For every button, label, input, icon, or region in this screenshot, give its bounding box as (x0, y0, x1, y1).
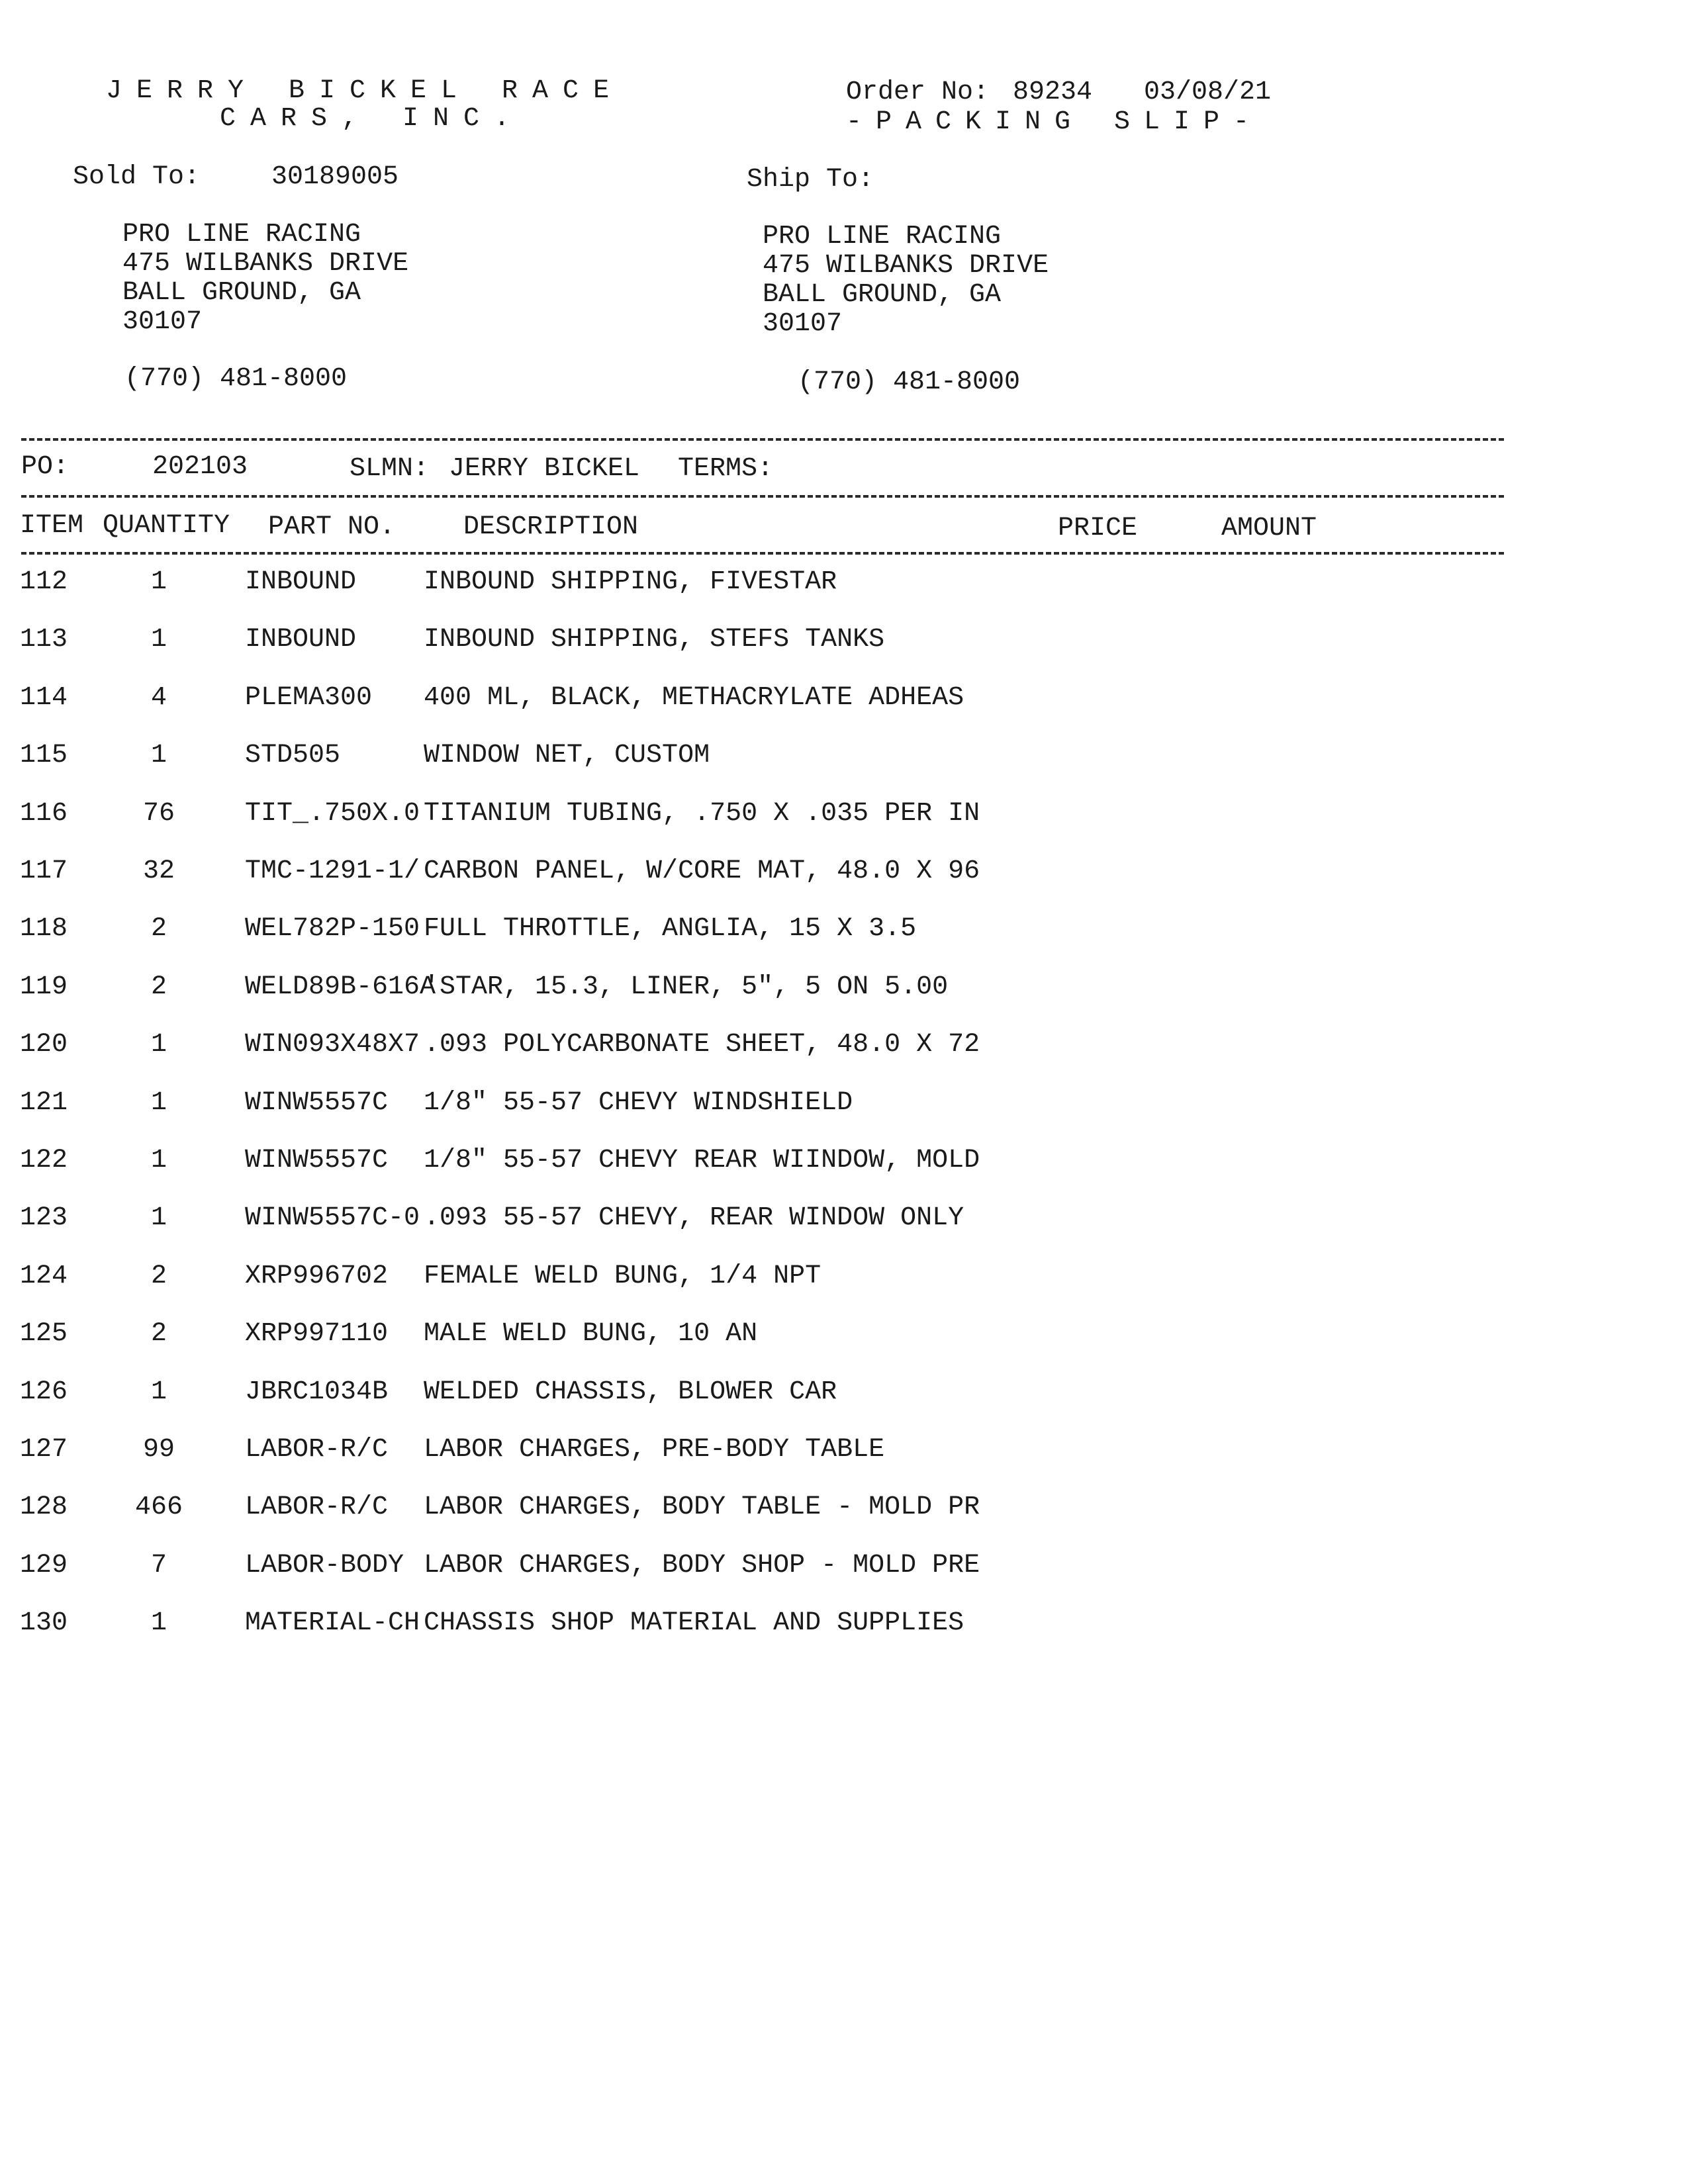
column-header-price: PRICE (1058, 514, 1138, 543)
item-description: FULL THROTTLE, ANGLIA, 15 X 3.5 (424, 914, 917, 944)
item-part-number: INBOUND (245, 625, 357, 655)
item-part-number: STD505 (245, 741, 341, 770)
item-part-number: MATERIAL-CH (245, 1608, 420, 1638)
item-part-number: LABOR-BODY (245, 1551, 404, 1580)
item-part-number: XRP997110 (245, 1319, 389, 1349)
line-item-row (0, 685, 1523, 717)
item-part-number: INBOUND (245, 567, 357, 597)
item-number: 115 (20, 741, 68, 770)
order-date: 03/08/21 (1144, 77, 1272, 107)
ship-to-zip: 30107 (763, 309, 843, 339)
divider-header (21, 552, 1504, 555)
item-number: 114 (20, 683, 68, 713)
ship-to-name: PRO LINE RACING (763, 222, 1002, 251)
line-item-row (0, 1379, 1523, 1411)
sold-to-phone: (770) 481-8000 (124, 364, 348, 394)
item-quantity: 7 (150, 1551, 167, 1580)
item-description: MALE WELD BUNG, 10 AN (424, 1319, 758, 1349)
item-quantity: 32 (142, 856, 175, 886)
item-part-number: WINW5557C (245, 1088, 389, 1118)
item-quantity: 1 (150, 1088, 167, 1118)
item-quantity: 76 (142, 799, 175, 829)
item-description: .093 55-57 CHEVY, REAR WINDOW ONLY (424, 1203, 964, 1233)
item-number: 116 (20, 799, 68, 829)
po-label: PO: (21, 452, 70, 482)
sold-to-street: 475 WILBANKS DRIVE (122, 249, 409, 279)
sold-to-account: 30189005 (271, 162, 399, 192)
line-item-row (0, 1090, 1523, 1122)
column-header-amount: AMOUNT (1221, 514, 1317, 543)
line-item-row (0, 974, 1523, 1006)
divider-top (21, 438, 1504, 441)
company-name-line2: CARS, INC. (220, 104, 525, 134)
item-quantity: 1 (150, 1377, 167, 1407)
item-number: 127 (20, 1435, 68, 1465)
item-quantity: 1 (150, 1608, 167, 1638)
item-quantity: 2 (150, 1319, 167, 1349)
po-number: 202103 (152, 452, 248, 482)
item-description: CHASSIS SHOP MATERIAL AND SUPPLIES (424, 1608, 964, 1638)
salesman-name: JERRY BICKEL (449, 454, 640, 484)
ship-to-street: 475 WILBANKS DRIVE (763, 251, 1049, 281)
order-number: 89234 (1013, 77, 1093, 107)
item-part-number: WIN093X48X7 (245, 1030, 420, 1060)
item-part-number: WINW5557C-0 (245, 1203, 420, 1233)
item-number: 126 (20, 1377, 68, 1407)
line-item-row (0, 801, 1523, 833)
item-quantity: 4 (150, 683, 167, 713)
line-item-row (0, 1205, 1523, 1237)
item-description: TITANIUM TUBING, .750 X .035 PER IN (424, 799, 980, 829)
item-number: 120 (20, 1030, 68, 1060)
item-number: 122 (20, 1146, 68, 1175)
line-item-row (0, 858, 1523, 890)
sold-to-zip: 30107 (122, 307, 203, 337)
item-quantity: 1 (150, 741, 167, 770)
item-description: INBOUND SHIPPING, FIVESTAR (424, 567, 837, 597)
item-description: 1/8" 55-57 CHEVY REAR WIINDOW, MOLD (424, 1146, 980, 1175)
column-header-part-no: PART NO. (268, 512, 396, 542)
item-number: 123 (20, 1203, 68, 1233)
order-number-label: Order No: (846, 77, 990, 107)
item-part-number: XRP996702 (245, 1261, 389, 1291)
document-type: -PACKING SLIP- (846, 107, 1264, 137)
item-number: 130 (20, 1608, 68, 1638)
item-number: 129 (20, 1551, 68, 1580)
item-quantity: 2 (150, 972, 167, 1002)
item-quantity: 1 (150, 1146, 167, 1175)
item-description: .093 POLYCARBONATE SHEET, 48.0 X 72 (424, 1030, 980, 1060)
item-number: 113 (20, 625, 68, 655)
item-quantity: 1 (150, 567, 167, 597)
item-number: 118 (20, 914, 68, 944)
item-description: LABOR CHARGES, BODY TABLE - MOLD PR (424, 1492, 980, 1522)
item-quantity: 99 (142, 1435, 175, 1465)
item-description: INBOUND SHIPPING, STEFS TANKS (424, 625, 885, 655)
sold-to-city-state: BALL GROUND, GA (122, 278, 361, 308)
line-item-row (0, 1032, 1523, 1064)
sold-to-label: Sold To: (73, 162, 201, 192)
item-description: CARBON PANEL, W/CORE MAT, 48.0 X 96 (424, 856, 980, 886)
item-quantity: 1 (150, 1203, 167, 1233)
item-description: WELDED CHASSIS, BLOWER CAR (424, 1377, 837, 1407)
company-name-line1: JERRY BICKEL RACE (106, 76, 624, 106)
item-number: 124 (20, 1261, 68, 1291)
column-header-description: DESCRIPTION (463, 512, 639, 542)
column-header-item: ITEM (20, 511, 84, 541)
terms-label: TERMS: (678, 454, 774, 484)
item-number: 119 (20, 972, 68, 1002)
sold-to-name: PRO LINE RACING (122, 220, 361, 250)
ship-to-city-state: BALL GROUND, GA (763, 280, 1002, 310)
item-quantity: 2 (150, 1261, 167, 1291)
item-description: WINDOW NET, CUSTOM (424, 741, 710, 770)
item-description: 'STAR, 15.3, LINER, 5", 5 ON 5.00 (424, 972, 949, 1002)
item-number: 125 (20, 1319, 68, 1349)
line-item-row (0, 743, 1523, 774)
item-number: 112 (20, 567, 68, 597)
item-part-number: LABOR-R/C (245, 1435, 389, 1465)
item-description: LABOR CHARGES, PRE-BODY TABLE (424, 1435, 885, 1465)
item-part-number: TIT_.750X.0 (245, 799, 420, 829)
item-description: LABOR CHARGES, BODY SHOP - MOLD PRE (424, 1551, 980, 1580)
item-description: FEMALE WELD BUNG, 1/4 NPT (424, 1261, 821, 1291)
item-quantity: 466 (134, 1492, 183, 1522)
line-item-row (0, 1321, 1523, 1353)
ship-to-label: Ship To: (747, 165, 874, 195)
line-item-row (0, 1610, 1523, 1642)
item-quantity: 1 (150, 625, 167, 655)
item-quantity: 2 (150, 914, 167, 944)
item-part-number: TMC-1291-1/ (245, 856, 420, 886)
line-item-row (0, 916, 1523, 948)
line-item-row (0, 569, 1523, 601)
item-part-number: JBRC1034B (245, 1377, 389, 1407)
item-part-number: WEL782P-150 (245, 914, 420, 944)
column-header-quantity: QUANTITY (103, 511, 230, 541)
item-quantity: 1 (150, 1030, 167, 1060)
item-description: 1/8" 55-57 CHEVY WINDSHIELD (424, 1088, 853, 1118)
item-number: 117 (20, 856, 68, 886)
line-item-row (0, 627, 1523, 659)
item-number: 121 (20, 1088, 68, 1118)
item-description: 400 ML, BLACK, METHACRYLATE ADHEAS (424, 683, 964, 713)
line-item-row (0, 1148, 1523, 1179)
line-item-row (0, 1437, 1523, 1469)
ship-to-phone: (770) 481-8000 (798, 367, 1021, 397)
line-item-row (0, 1553, 1523, 1584)
line-item-row (0, 1263, 1523, 1295)
item-part-number: WELD89B-616A (245, 972, 436, 1002)
item-part-number: LABOR-R/C (245, 1492, 389, 1522)
line-item-row (0, 1494, 1523, 1526)
divider-po (21, 495, 1504, 498)
item-part-number: PLEMA300 (245, 683, 373, 713)
item-part-number: WINW5557C (245, 1146, 389, 1175)
salesman-label: SLMN: (350, 454, 430, 484)
item-number: 128 (20, 1492, 68, 1522)
